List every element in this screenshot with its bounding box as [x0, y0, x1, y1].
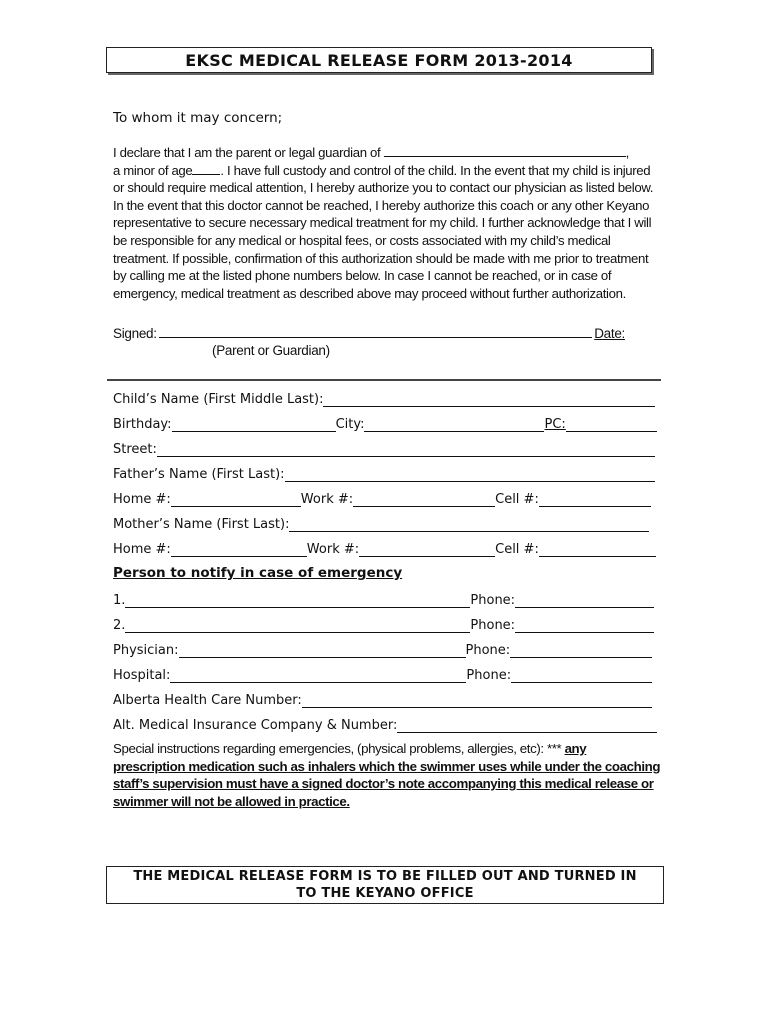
mothers-name-row — [113, 514, 649, 532]
father-phones-row — [113, 489, 651, 507]
hospital-label: Hospital: — [113, 668, 171, 683]
health-number-label: Alberta Health Care Number: — [113, 693, 302, 708]
section-divider — [107, 379, 661, 381]
childs-name-field[interactable] — [323, 392, 655, 407]
physician-label: Physician: — [113, 643, 179, 658]
father-work-label: Work #: — [300, 492, 354, 507]
mothers-name-label: Mother’s Name (First Last): — [113, 517, 290, 532]
mother-home-field[interactable] — [171, 542, 307, 557]
contact-1-phone-field[interactable] — [515, 593, 654, 608]
hospital-field[interactable] — [170, 668, 466, 683]
birthday-field[interactable] — [172, 417, 336, 432]
signed-label: Signed: — [113, 326, 157, 341]
pc-label: PC: — [544, 417, 566, 432]
alt-insurance-field[interactable] — [397, 718, 657, 733]
hospital-row — [113, 665, 652, 683]
guardian-caption: (Parent or Guardian) — [212, 343, 330, 358]
contact-2-phone-field[interactable] — [515, 618, 654, 633]
father-home-field[interactable] — [171, 492, 301, 507]
declaration-paragraph — [113, 144, 658, 302]
city-label: City: — [335, 417, 365, 432]
emergency-contact-2-row — [113, 615, 654, 633]
mother-work-label: Work #: — [306, 542, 360, 557]
physician-field[interactable] — [179, 643, 466, 658]
fathers-name-label: Father’s Name (First Last): — [113, 467, 285, 482]
mother-cell-field[interactable] — [539, 542, 656, 557]
footer-notice — [106, 866, 664, 904]
form-title: EKSC MEDICAL RELEASE FORM 2013-2014 — [106, 47, 652, 73]
declaration-body: . I have full custody and control of the child. In the event that my child is injured or should require medical attention, I hereby authorize you to contact our physician as listed below. In the event that this doctor cannot be reached, I hereby authorize this coach or any other Keyano representative to secure necessary medical treatment for my child. I further acknowledge that I will be responsible for any medical or hospital fees, or costs associated with my child’s medical treatment. If possible, confirmation of this authorization should be made with me prior to treatment by calling me at the listed phone numbers below. In case I cannot be reached, or in case of emergency, medical treatment as described above may proceed without further authorization. — [113, 162, 654, 301]
mothers-name-field[interactable] — [289, 517, 649, 532]
hospital-phone-label: Phone: — [466, 668, 512, 683]
childs-name-row — [113, 389, 655, 407]
emergency-contact-1-row — [113, 590, 654, 608]
father-cell-field[interactable] — [539, 492, 651, 507]
father-work-field[interactable] — [353, 492, 495, 507]
physician-row — [113, 640, 652, 658]
city-field[interactable] — [364, 417, 544, 432]
physician-phone-label: Phone: — [465, 643, 511, 658]
street-label: Street: — [113, 442, 157, 457]
date-label: Date: — [594, 326, 625, 341]
mother-phones-row — [113, 539, 656, 557]
fathers-name-field[interactable] — [285, 467, 655, 482]
greeting: To whom it may concern; — [113, 110, 283, 126]
birthday-row — [113, 414, 657, 432]
signature-line[interactable] — [159, 325, 593, 338]
child-name-blank[interactable] — [384, 144, 626, 157]
declaration-comma: , — [625, 145, 629, 160]
declaration-age-label: a minor of age — [113, 162, 193, 178]
mother-cell-label: Cell #: — [495, 542, 539, 557]
declaration-intro: I declare that I am the parent or legal guardian of — [113, 145, 381, 160]
health-number-field[interactable] — [302, 693, 652, 708]
signature-row — [113, 325, 643, 341]
hospital-phone-field[interactable] — [511, 668, 652, 683]
mother-work-field[interactable] — [359, 542, 495, 557]
contact-1-phone-label: Phone: — [470, 593, 516, 608]
emergency-heading: Person to notify in case of emergency — [113, 565, 403, 581]
contact-1-label: 1. — [113, 593, 126, 608]
footer-line-2: TO THE KEYANO OFFICE — [296, 886, 474, 901]
fathers-name-row — [113, 464, 655, 482]
physician-phone-field[interactable] — [510, 643, 652, 658]
special-instructions-intro: Special instructions regarding emergencies, (physical problems, allergies, etc): *** — [113, 741, 565, 756]
special-instructions — [113, 740, 661, 810]
pc-field[interactable] — [566, 417, 657, 432]
birthday-label: Birthday: — [113, 417, 172, 432]
contact-2-phone-label: Phone: — [470, 618, 516, 633]
childs-name-label: Child’s Name (First Middle Last): — [113, 392, 324, 407]
father-home-label: Home #: — [113, 492, 171, 507]
mother-home-label: Home #: — [113, 542, 171, 557]
health-number-row — [113, 690, 652, 708]
street-row — [113, 439, 655, 457]
alt-insurance-label: Alt. Medical Insurance Company & Number: — [113, 718, 398, 733]
alt-insurance-row — [113, 715, 657, 733]
special-instructions-warning: any prescription medication such as inhalers which the swimmer uses while under the coaching staff’s supervision must have a signed doctor’s note accompanying this medical release or swimmer will not be allowed in practice. — [113, 741, 661, 809]
contact-2-label: 2. — [113, 618, 126, 633]
father-cell-label: Cell #: — [495, 492, 539, 507]
age-blank[interactable] — [192, 162, 220, 175]
contact-2-field[interactable] — [125, 618, 470, 633]
contact-1-field[interactable] — [125, 593, 470, 608]
footer-line-1: THE MEDICAL RELEASE FORM IS TO BE FILLED OUT AND TURNED IN — [133, 869, 637, 884]
street-field[interactable] — [157, 442, 655, 457]
